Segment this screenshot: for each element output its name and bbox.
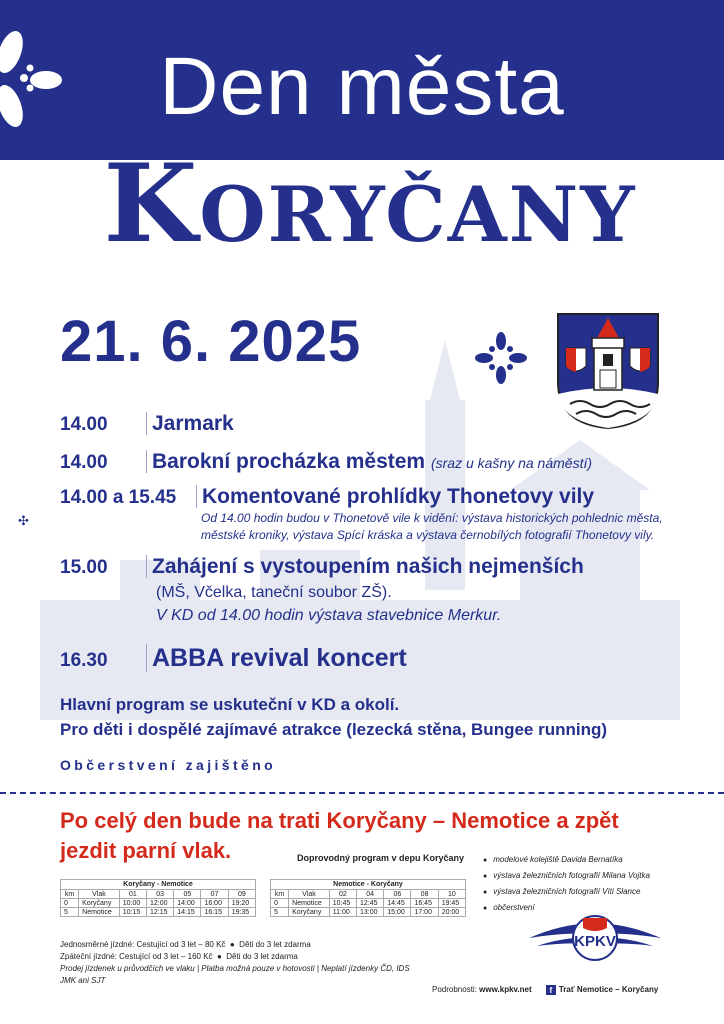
program-title: Barokní procházka městem (sraz u kašny na náměstí) xyxy=(146,450,592,473)
fares-info: Jednosměrné jízdné: Cestující od 3 let – 80 Kč ● Děti do 3 let zdarma Zpáteční jízdné: Cestující od 3 let – 160 Kč ● Děti do 3 let zdarma Prodej jízdenek u průvodčích ve vlaku | Platba možná pouze v hotovosti | Neplatí jízdenky ČD, IDS JMK ani SJT xyxy=(60,940,410,985)
table-row: 5 Koryčany 11:00 13:00 15:00 17:00 20:00 xyxy=(271,908,466,917)
train-headline: Po celý den bude na trati Koryčany – Nemotice a zpět jezdit parní vlak. xyxy=(60,808,619,863)
program-description: Od 14.00 hodin budou v Thonetově vile k vidění: výstava historických pohlednic města, městské kroniky, výstava Spící kráska a výstava černobílých fotografií Thonetovy vily. xyxy=(201,511,663,542)
footer: Podrobnosti: www.kpkv.net f Trať Nemotice – Koryčany xyxy=(432,985,659,995)
program-title: ABBA revival koncert xyxy=(146,644,407,672)
program-item xyxy=(60,485,594,509)
program-item xyxy=(60,555,584,579)
poster-title: Den města xyxy=(159,41,565,132)
facebook-icon: f xyxy=(546,985,556,995)
program-time: 14.00 xyxy=(60,452,108,473)
program-time: 14.00 xyxy=(60,414,108,435)
program-title: Jarmark xyxy=(146,412,234,435)
town-name: Koryčany xyxy=(103,141,637,267)
main-info: Hlavní program se uskuteční v KD a okolí. Pro děti i dospělé zajímavé atrakce (lezecká stěna, Bungee running) xyxy=(60,695,608,739)
logo-text: KPKV xyxy=(574,933,616,950)
depot-program-title: Doprovodný program v depu Koryčany xyxy=(297,853,465,863)
depot-program-list xyxy=(483,852,713,916)
timetable-caption: Koryčany - Nemotice xyxy=(60,879,256,889)
table-row: 0 Nemotice 10:45 12:45 14:45 16:45 19:45 xyxy=(271,899,466,908)
program-description: (MŠ, Včelka, taneční soubor ZŠ). V KD od 14.00 hodin výstava stavebnice Merkur. xyxy=(156,584,502,624)
timetable-caption: Nemotice - Koryčany xyxy=(270,879,466,889)
list-item: ● občerstvení xyxy=(483,900,713,916)
table-row: 5 Nemotice 10:15 12:15 14:15 16:15 19:35 xyxy=(61,908,256,917)
table-header-row: km Vlak 02 04 06 08 10 xyxy=(271,890,466,899)
program-item xyxy=(60,644,407,673)
program-note: (sraz u kašny na náměstí) xyxy=(430,455,593,471)
flower-ornament-icon xyxy=(474,331,528,385)
timetable-nemotice-korycany xyxy=(270,879,466,917)
list-item: ● modelové kolejiště Davida Bernatíka xyxy=(483,852,713,868)
program-time: 14.00 a 15.45 xyxy=(60,487,177,508)
program-time: 16.30 xyxy=(60,650,108,671)
table-row: 0 Koryčany 10:00 12:00 14:00 16:00 19:20 xyxy=(61,899,256,908)
coat-of-arms-icon xyxy=(556,312,660,430)
program-item xyxy=(60,450,592,474)
event-date: 21. 6. 2025 xyxy=(60,309,362,374)
cross-ornament-icon: ✣ xyxy=(18,513,29,528)
refreshments-note: Občerstvení zajištěno xyxy=(60,757,277,773)
website-link[interactable]: www.kpkv.net xyxy=(479,985,532,994)
facebook-link[interactable]: Trať Nemotice – Koryčany xyxy=(558,985,659,994)
table-header-row: km Vlak 01 03 05 07 09 xyxy=(61,890,256,899)
program-title: Zahájení s vystoupením našich nejmenších xyxy=(146,555,584,578)
program-item xyxy=(60,412,234,436)
dashed-divider xyxy=(0,792,724,794)
list-item: ● výstava železničních fotografií Víti Slance xyxy=(483,884,713,900)
list-item: ● výstava železničních fotografií Milana Vojtka xyxy=(483,868,713,884)
timetable-korycany-nemotice xyxy=(60,879,256,917)
kpkv-logo xyxy=(527,908,663,972)
program-title: Komentované prohlídky Thonetovy vily xyxy=(196,485,594,508)
program-time: 15.00 xyxy=(60,557,108,578)
